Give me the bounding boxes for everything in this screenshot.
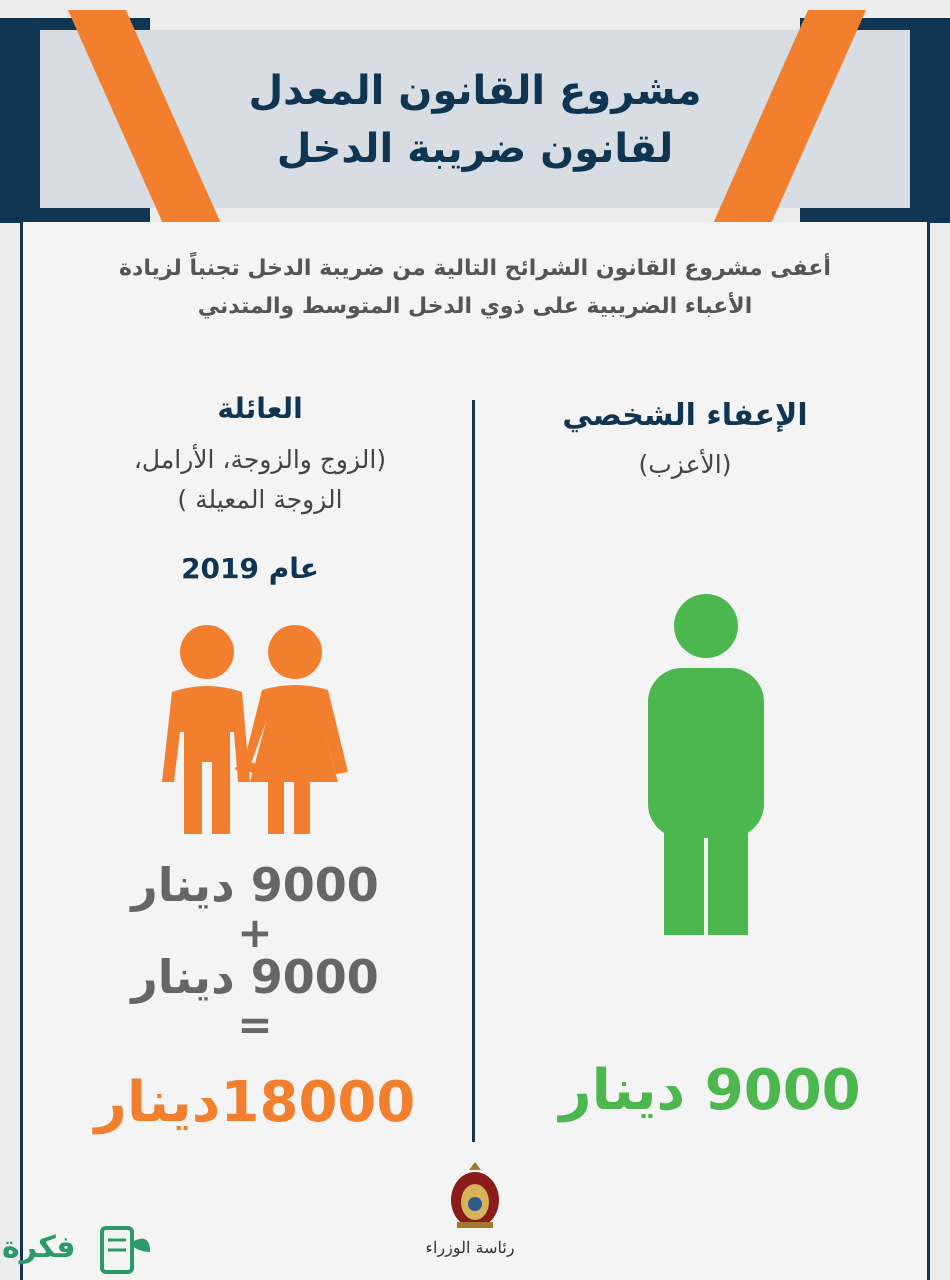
watermark-text: فكرة <box>2 1230 76 1265</box>
title-line-2: لقانون ضريبة الدخل <box>276 126 674 172</box>
emblem-caption: رئاسة الوزراء <box>425 1238 515 1257</box>
plus-sign: + <box>237 908 273 957</box>
intro-text <box>60 250 890 326</box>
family-total: 18000دينار <box>94 1070 416 1135</box>
single-person-icon <box>640 590 770 940</box>
title-line-1: مشروع القانون المعدل <box>248 68 702 114</box>
family-subtitle-line-2: الزوجة المعيلة ) <box>177 485 343 514</box>
equals-sign: = <box>237 1000 273 1049</box>
coat-of-arms-icon <box>447 1160 503 1232</box>
family-subtitle-line-1: (الزوج والزوجة، الأرامل، <box>133 445 387 474</box>
intro-line-2: الأعباء الضريبية على ذوي الدخل المتوسط والمتدني <box>197 294 753 319</box>
family-amount-2: 9000 دينار <box>131 950 379 1004</box>
column-divider <box>472 400 475 1142</box>
personal-title: الإعفاء الشخصي <box>562 398 808 433</box>
family-title: العائلة <box>217 392 303 425</box>
family-year: عام 2019 <box>181 552 319 585</box>
family-subtitle <box>80 440 440 520</box>
family-amount-1: 9000 دينار <box>131 858 379 912</box>
personal-subtitle: (الأعزب) <box>638 450 732 479</box>
personal-amount: 9000 دينار <box>559 1058 861 1123</box>
intro-line-1: أعفى مشروع القانون الشرائح التالية من ضريبة الدخل تجنباً لزيادة <box>119 256 831 281</box>
couple-icon <box>150 622 350 837</box>
page-title <box>150 62 800 178</box>
